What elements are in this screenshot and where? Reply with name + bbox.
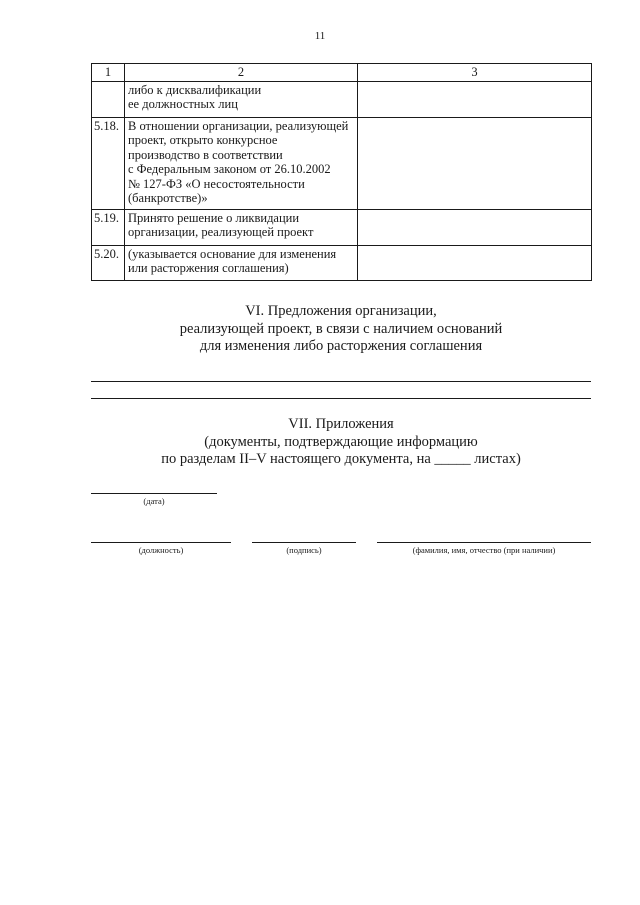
- row-value-cell: [358, 209, 592, 245]
- section-6-heading: [91, 303, 591, 356]
- table-row: [92, 209, 592, 245]
- section-6-title: VI. Предложения организации,: [245, 303, 437, 319]
- row-number-cell: 5.18.: [92, 117, 125, 209]
- date-caption: (дата): [143, 496, 165, 506]
- table-header-cell: 1: [92, 64, 125, 82]
- position-line: [91, 542, 231, 543]
- section-7-title: VII. Приложения: [288, 416, 394, 432]
- row-text-cell: либо к дисквалификации ее должностных лиц: [125, 81, 358, 117]
- signature-caption: (подпись): [286, 545, 322, 555]
- full-name-line: [377, 542, 591, 543]
- section-6-line: для изменения либо расторжения соглашения: [199, 338, 483, 354]
- row-text-cell: В отношении организации, реализующей проект, открыто конкурсное производство в соответствии с Федеральным законом от 26.10.2002 № 127-ФЗ «О несостоятельности (банкротстве)»: [125, 117, 358, 209]
- row-value-cell: [358, 81, 592, 117]
- table-header-cell: 3: [358, 64, 592, 82]
- section-6-line: реализующей проект, в связи с наличием оснований: [179, 320, 503, 337]
- date-line: [91, 493, 217, 494]
- row-value-cell: [358, 117, 592, 209]
- signature-line: [252, 542, 356, 543]
- row-text-cell: Принято решение о ликвидации организации, реализующей проект: [125, 209, 358, 245]
- full-name-caption: (фамилия, имя, отчество (при наличии): [412, 545, 556, 555]
- row-number-cell: [92, 81, 125, 117]
- page-number: 11: [314, 30, 326, 42]
- table-header-cell: 2: [125, 64, 358, 82]
- proposal-entry-line: [91, 398, 591, 399]
- table-header-row: [92, 64, 592, 82]
- data-table: [91, 63, 592, 281]
- row-number-cell: 5.20.: [92, 245, 125, 280]
- section-7-heading: [91, 416, 591, 469]
- table-row: [92, 117, 592, 209]
- table-row: [92, 245, 592, 280]
- table-row: [92, 81, 592, 117]
- row-number-cell: 5.19.: [92, 209, 125, 245]
- section-7-line: (документы, подтверждающие информацию: [204, 433, 478, 450]
- row-text-cell: (указывается основание для изменения или расторжения соглашения): [125, 245, 358, 280]
- proposal-entry-line: [91, 381, 591, 382]
- row-value-cell: [358, 245, 592, 280]
- section-7-line: по разделам II–V настоящего документа, на _____ листах): [161, 451, 521, 467]
- position-caption: (должность): [138, 545, 184, 555]
